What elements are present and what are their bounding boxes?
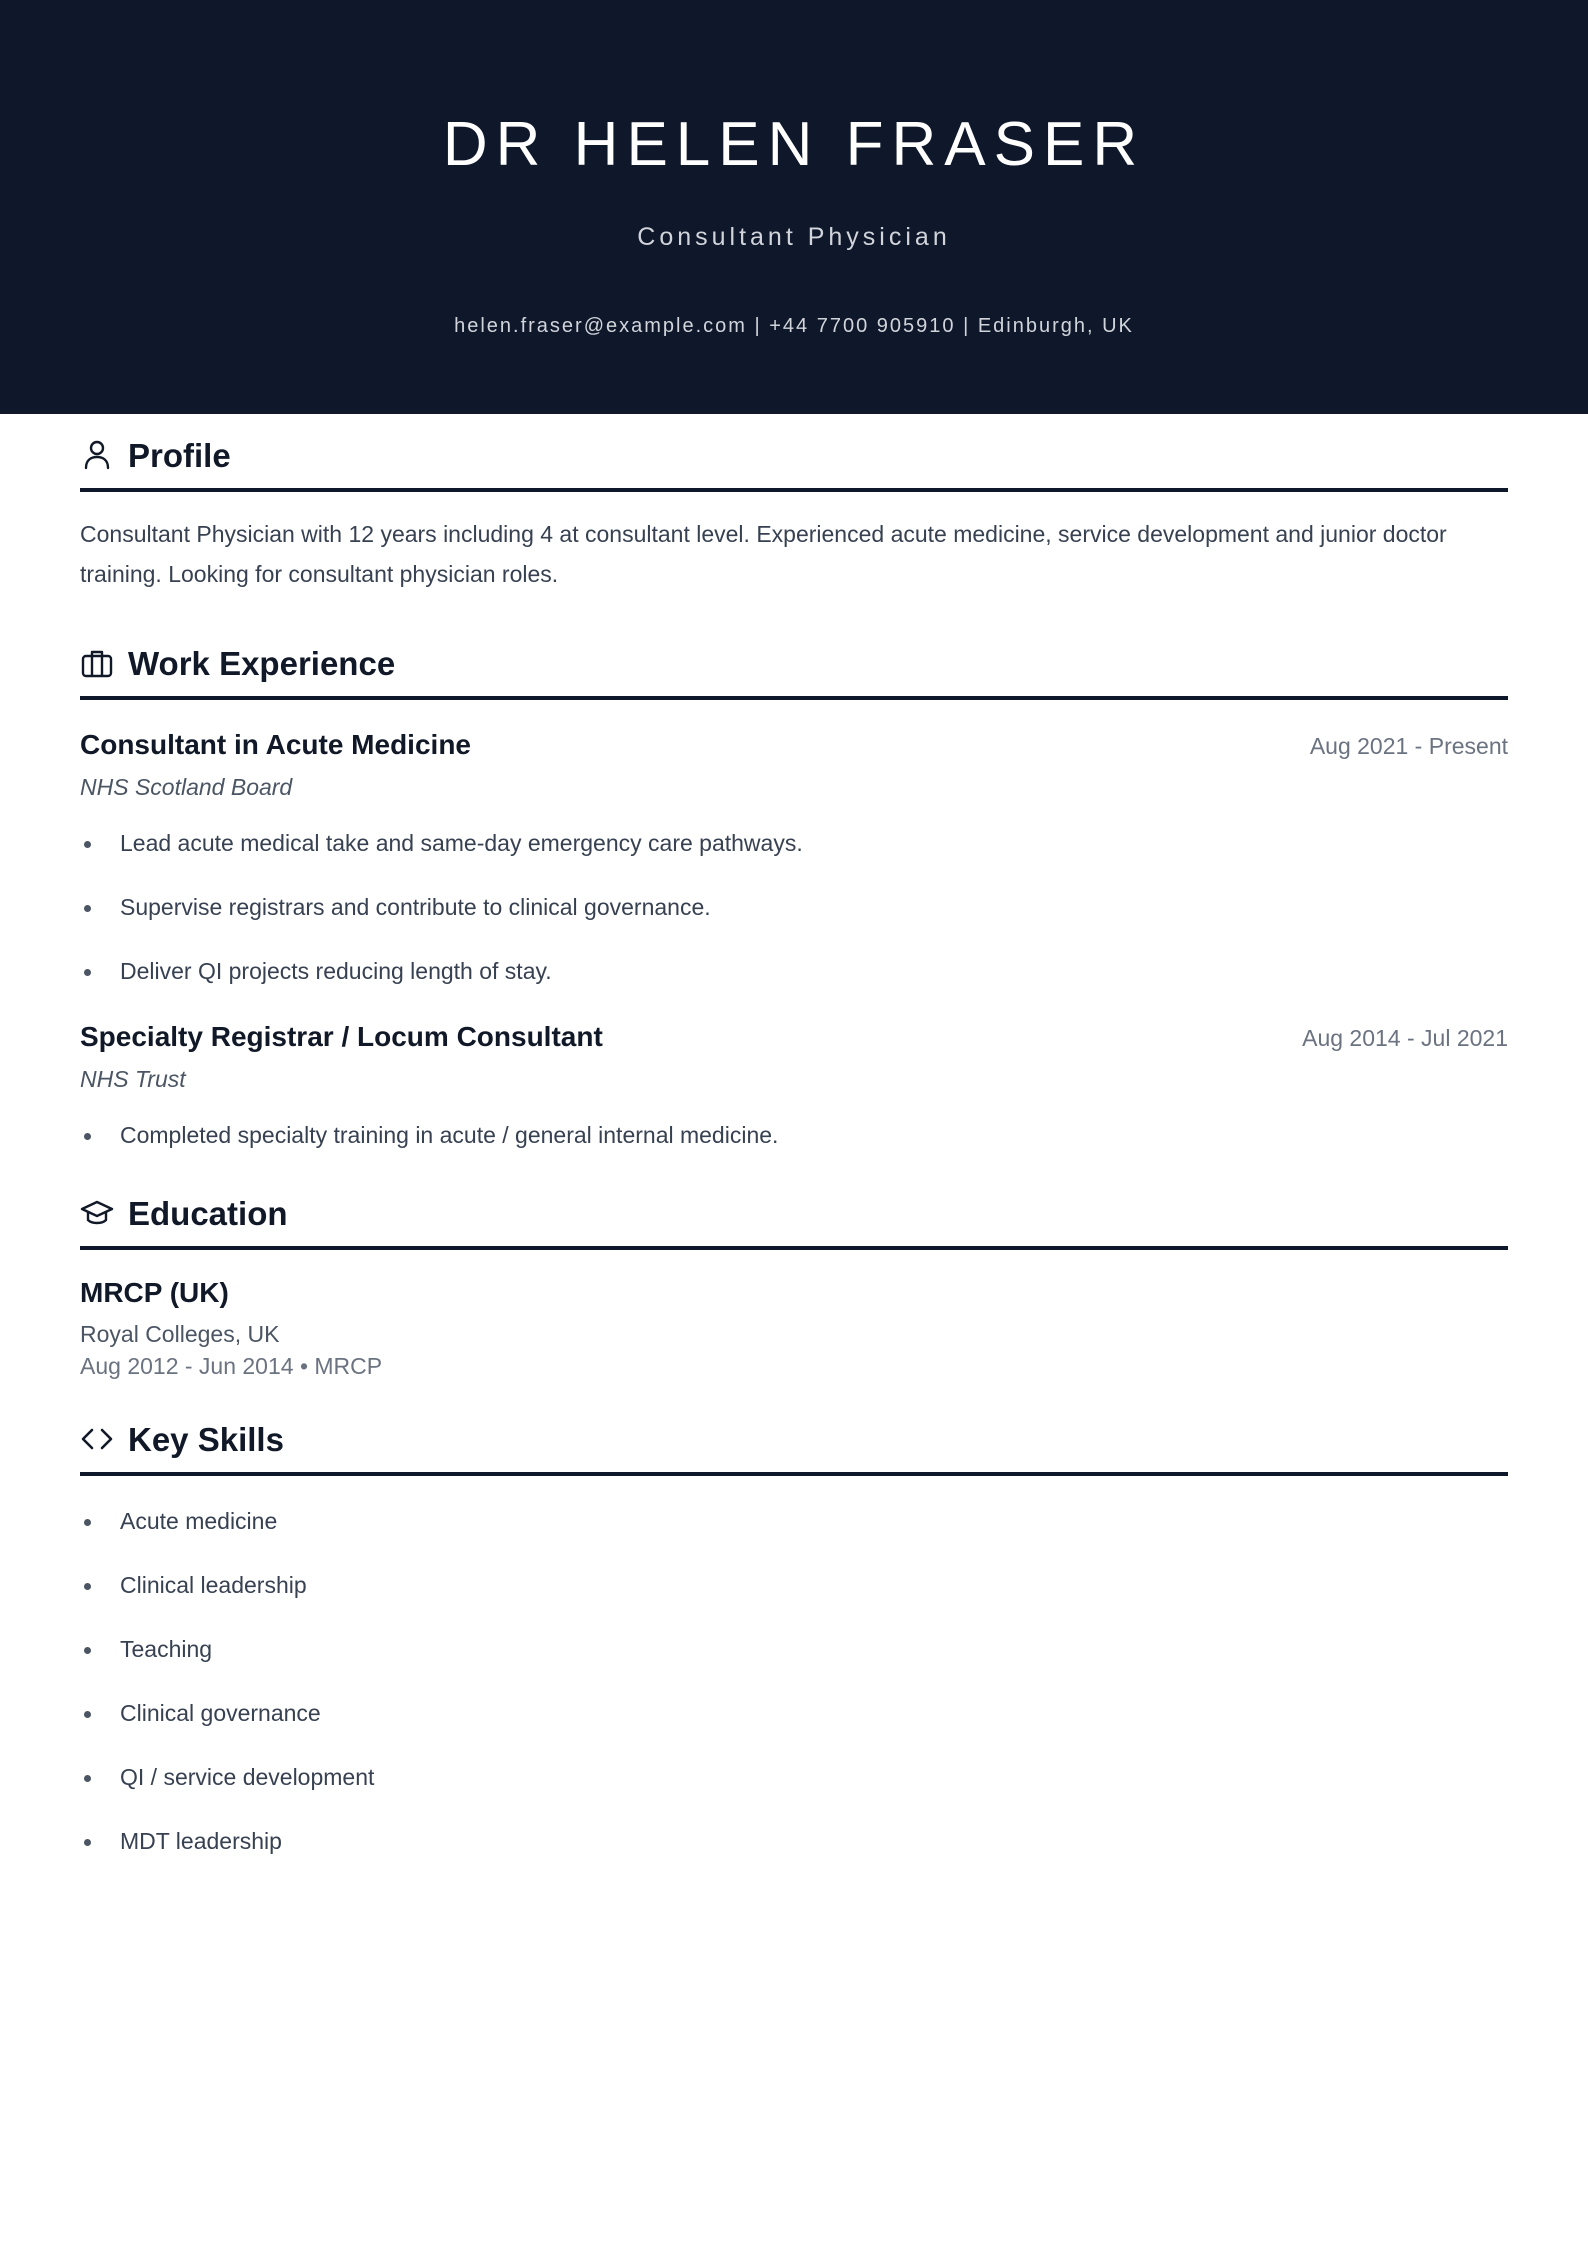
skill-item: Acute medicine bbox=[80, 1506, 1508, 1536]
education-degree: MRCP (UK) bbox=[80, 1277, 229, 1308]
job-bullets bbox=[80, 828, 1508, 986]
job-organization: NHS Trust bbox=[80, 1066, 186, 1092]
candidate-name: DR HELEN FRASER bbox=[442, 110, 1146, 179]
person-icon bbox=[80, 438, 114, 472]
briefcase-icon bbox=[80, 646, 114, 680]
resume-header bbox=[0, 0, 1588, 414]
skills-list bbox=[80, 1506, 1508, 1856]
job-title: Specialty Registrar / Locum Consultant bbox=[80, 1021, 603, 1052]
experience-section-header bbox=[80, 634, 1508, 700]
skill-item: Teaching bbox=[80, 1634, 1508, 1664]
education-title: Education bbox=[128, 1195, 288, 1232]
job-bullet: Supervise registrars and contribute to clinical governance. bbox=[80, 892, 1508, 922]
job-title: Consultant in Acute Medicine bbox=[80, 729, 471, 760]
job-dates: Aug 2021 - Present bbox=[1309, 733, 1508, 759]
contact-line: helen.fraser@example.com | +44 7700 905910 | Edinburgh, UK bbox=[454, 315, 1134, 337]
skills-title: Key Skills bbox=[128, 1421, 284, 1458]
skill-item: Clinical leadership bbox=[80, 1570, 1508, 1600]
graduation-cap-icon bbox=[80, 1196, 114, 1230]
profile-text: Consultant Physician with 12 years including 4 at consultant level. Experienced acute medicine, service development and junior doctor training. Looking for consultant physician roles. bbox=[80, 521, 1447, 587]
job-organization: NHS Scotland Board bbox=[80, 774, 293, 800]
skills-section-header bbox=[80, 1410, 1508, 1476]
job-entry bbox=[80, 728, 1508, 986]
education-section-header bbox=[80, 1184, 1508, 1250]
skill-item: MDT leadership bbox=[80, 1826, 1508, 1856]
skill-item: Clinical governance bbox=[80, 1698, 1508, 1728]
code-brackets-icon bbox=[80, 1422, 114, 1456]
education-institution: Royal Colleges, UK bbox=[80, 1321, 280, 1347]
education-meta: Aug 2012 - Jun 2014 • MRCP bbox=[80, 1353, 383, 1379]
job-bullet: Deliver QI projects reducing length of stay. bbox=[80, 956, 1508, 986]
experience-title: Work Experience bbox=[128, 645, 396, 682]
education-entry bbox=[80, 1276, 1508, 1382]
job-entry bbox=[80, 1020, 1508, 1150]
skill-item: QI / service development bbox=[80, 1762, 1508, 1792]
job-bullet: Lead acute medical take and same-day emergency care pathways. bbox=[80, 828, 1508, 858]
profile-title: Profile bbox=[128, 437, 231, 474]
resume-body bbox=[80, 426, 1508, 1856]
candidate-role: Consultant Physician bbox=[637, 223, 951, 251]
job-bullets bbox=[80, 1120, 1508, 1150]
job-dates: Aug 2014 - Jul 2021 bbox=[1302, 1025, 1508, 1051]
job-bullet: Completed specialty training in acute / general internal medicine. bbox=[80, 1120, 1508, 1150]
profile-section-header bbox=[80, 426, 1508, 492]
